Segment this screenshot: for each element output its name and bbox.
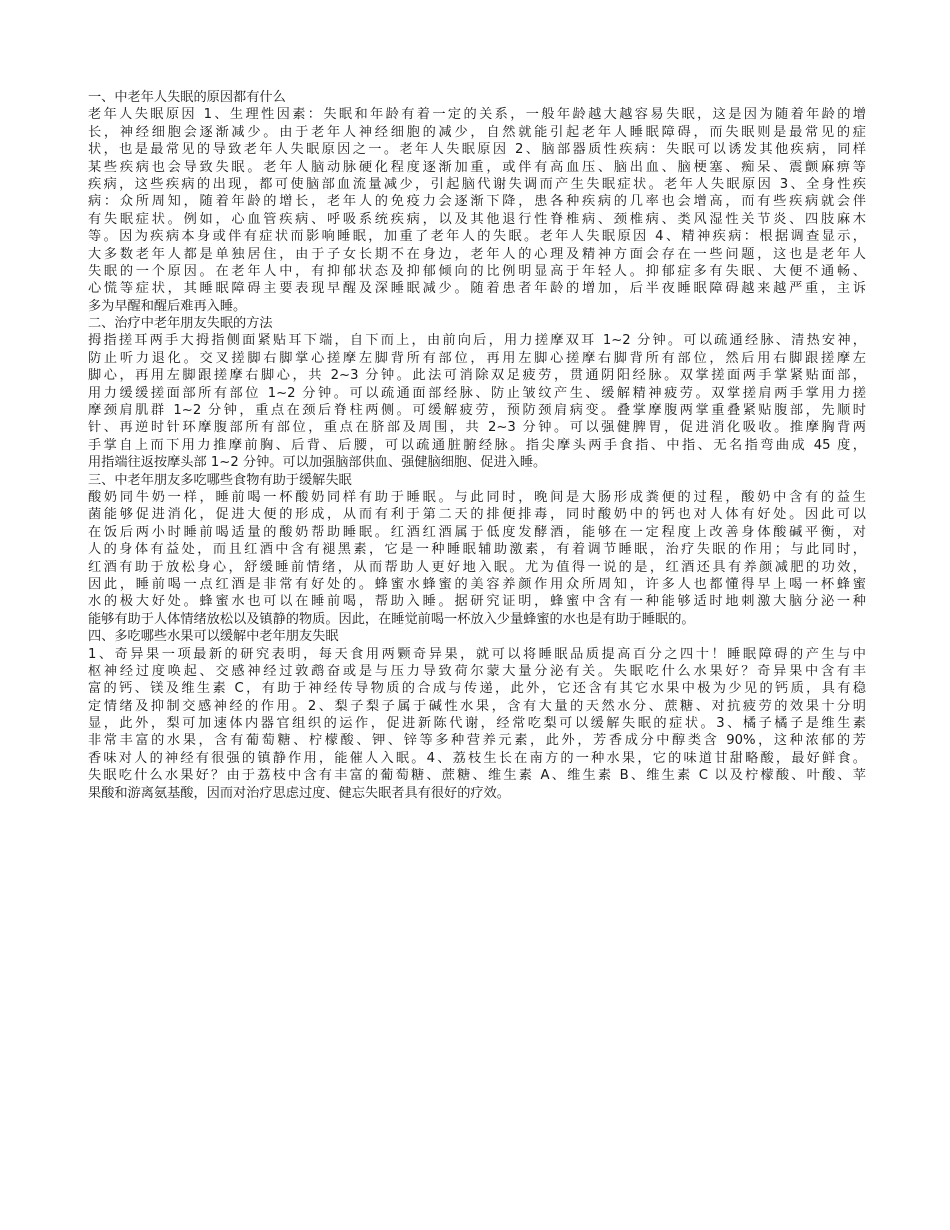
paragraph-line: 防止听力退化。交叉搓脚右脚掌心搓摩左脚背所有部位，再用左脚心搓摩右脚背所有部位，然后用右脚跟搓摩左: [88, 350, 866, 366]
section-heading: 四、多吃哪些水果可以缓解中老年朋友失眠: [88, 629, 339, 645]
paragraph-line: 水的极大好处。蜂蜜水也可以在睡前喝，帮助入睡。据研究证明，蜂蜜中含有一种能够适时地刺激大脑分泌一种: [88, 594, 866, 610]
paragraph-line: 脚心，再用左脚跟搓摩右脚心，共 2~3 分钟。此法可消除双足疲劳，贯通阴阳经脉。双掌搓面两手掌紧贴面部，: [88, 368, 866, 384]
paragraph-line: 多为早醒和醒后难再入睡。: [88, 298, 247, 314]
section-causes: [88, 89, 866, 315]
paragraph-line: 老年人失眠原因 1、生理性因素：失眠和年龄有着一定的关系，一般年龄越大越容易失眠，这是因为随着年龄的增: [88, 107, 866, 123]
paragraph-line: 疾病，这些疾病的出现，都可使脑部血流量减少，引起脑代谢失调而产生失眠症状。老年人失眠原因 3、全身性疾: [88, 176, 866, 192]
paragraph-line: 用指端往返按摩头部 1~2 分钟。可以加强脑部供血、强健脑细胞、促进入睡。: [88, 455, 547, 471]
paragraph-line: 病：众所周知，随着年龄的增长，老年人的免疫力会逐渐下降，患各种疾病的几率也会增高，而有些疾病就会伴: [88, 194, 866, 210]
paragraph-line: 显，此外，梨可加速体内器官组织的运作，促进新陈代谢，经常吃梨可以缓解失眠的症状。3、橘子橘子是维生素: [88, 716, 866, 732]
paragraph-line: 长，神经细胞会逐渐减少。由于老年人神经细胞的减少，自然就能引起老年人睡眠障碍，而失眠则是最常见的症: [88, 124, 866, 140]
paragraph-line: 能够有助于人体情绪放松以及镇静的物质。因此，在睡觉前喝一杯放入少量蜂蜜的水也是有助于睡眠的。: [88, 611, 695, 627]
paragraph-line: 人的身体有益处，而且红酒中含有褪黑素，它是一种睡眠辅助激素，有着调节睡眠，治疗失眠的作用；与此同时，: [88, 542, 866, 558]
paragraph-line: 菌能够促进消化，促进大便的形成，从而有利于第二天的排便排毒，同时酸奶中的钙也对人体有好处。因此可以: [88, 507, 866, 523]
paragraph-line: 因此，睡前喝一点红酒是非常有好处的。蜂蜜水蜂蜜的美容养颜作用众所周知，许多人也都懂得早上喝一杯蜂蜜: [88, 576, 866, 592]
section-foods: [88, 472, 866, 629]
paragraph-line: 红酒有助于放松身心，舒缓睡前情绪，从而帮助人更好地入眠。尤为值得一说的是，红酒还具有养颜减肥的功效，: [88, 559, 866, 575]
paragraph-line: 用力缓缓搓面部所有部位 1~2 分钟。可以疏通面部经脉、防止皱纹产生、缓解精神疲劳。双掌搓肩两手掌用力搓: [88, 385, 866, 401]
paragraph-line: 富的钙、镁及维生素 C，有助于神经传导物质的合成与传递，此外，它还含有其它水果中极为少见的钙质，具有稳: [88, 681, 866, 697]
paragraph-line: 1、奇异果一项最新的研究表明，每天食用两颗奇异果，就可以将睡眠品质提高百分之四十！睡眠障碍的产生与中: [88, 646, 866, 662]
paragraph-line: 非常丰富的水果，含有葡萄糖、柠檬酸、钾、锌等多种营养元素，此外，芳香成分中醇类含 90%，这种浓郁的芳: [88, 733, 866, 749]
paragraph-line: 枢神经过度唤起、交感神经过敦鹉奋或是与压力导致荷尔蒙大量分泌有关。失眠吃什么水果好？奇异果中含有丰: [88, 663, 866, 679]
paragraph-line: 大多数老年人都是单独居住，由于子女长期不在身边，老年人的心理及精神方面会存在一些问题，这也是老年人: [88, 246, 866, 262]
paragraph-line: 针、再逆时针环摩腹部所有部位，重点在脐部及周围，共 2~3 分钟。可以强健脾胃，促进消化吸收。推摩胸背两: [88, 420, 866, 436]
paragraph-line: 香味对人的神经有很强的镇静作用，能催人入眠。4、荔枝生长在南方的一种水果，它的味道甘甜略酸，最好鲜食。: [88, 750, 866, 766]
paragraph-line: 果酸和游离氨基酸，因而对治疗思虑过度、健忘失眠者具有很好的疗效。: [88, 785, 510, 801]
paragraph-line: 状，也是最常见的导致老年人失眠原因之一。老年人失眠原因 2、脑部器质性疾病：失眠可以诱发其他疾病，同样: [88, 142, 866, 158]
paragraph-line: 心慌等症状，其睡眠障碍主要表现早醒及深睡眠减少。随着患者年龄的增加，后半夜睡眠障碍越来越严重，主诉: [88, 281, 866, 297]
paragraph-line: 拇指搓耳两手大拇指侧面紧贴耳下端，自下而上，由前向后，用力搓摩双耳 1~2 分钟。可以疏通经脉、清热安神，: [88, 333, 866, 349]
paragraph-line: 有失眠症状。例如，心血管疾病、呼吸系统疾病，以及其他退行性脊椎病、颈椎病、类风湿性关节炎、四肢麻木: [88, 211, 866, 227]
section-fruits: [88, 628, 866, 802]
paragraph-line: 手掌自上而下用力推摩前胸、后背、后腰，可以疏通脏腑经脉。指尖摩头两手食指、中指、无名指弯曲成 45 度，: [88, 437, 866, 453]
paragraph-line: 某些疾病也会导致失眠。老年人脑动脉硬化程度逐渐加重，或伴有高血压、脑出血、脑梗塞、痴呆、震颤麻痹等: [88, 159, 866, 175]
section-heading: 一、中老年人失眠的原因都有什么: [88, 90, 286, 105]
section-heading: 二、治疗中老年朋友失眠的方法: [88, 316, 273, 332]
section-heading: 三、中老年朋友多吃哪些食物有助于缓解失眠: [88, 472, 352, 488]
paragraph-line: 定情绪及抑制交感神经的作用。2、梨子梨子属于碱性水果，含有大量的天然水分、蔗糖、对抗疲劳的效果十分明: [88, 698, 866, 714]
paragraph-line: 失眠吃什么水果好？由于荔枝中含有丰富的葡萄糖、蔗糖、维生素 A、维生素 B、维生素 C 以及柠檬酸、叶酸、苹: [88, 768, 866, 784]
paragraph-line: 在饭后两小时睡前喝适量的酸奶帮助睡眠。红酒红酒属于低度发酵酒，能够在一定程度上改善身体酸碱平衡，对: [88, 524, 866, 540]
paragraph-line: 失眠的一个原因。在老年人中，有抑郁状态及抑郁倾向的比例明显高于年轻人。抑郁症多有失眠、大便不通畅、: [88, 263, 866, 279]
section-treatment: [88, 315, 866, 472]
paragraph-line: 摩颈肩肌群 1~2 分钟，重点在颈后脊柱两侧。可缓解疲劳，预防颈肩病变。叠掌摩腹两掌重叠紧贴腹部，先顺时: [88, 403, 866, 419]
paragraph-line: 酸奶同牛奶一样，睡前喝一杯酸奶同样有助于睡眠。与此同时，晚间是大肠形成粪便的过程，酸奶中含有的益生: [88, 489, 866, 505]
document-body: [88, 89, 866, 802]
paragraph-line: 等。因为疾病本身或伴有症状而影响睡眠，加重了老年人的失眠。老年人失眠原因 4、精神疾病：根据调查显示，: [88, 229, 866, 245]
